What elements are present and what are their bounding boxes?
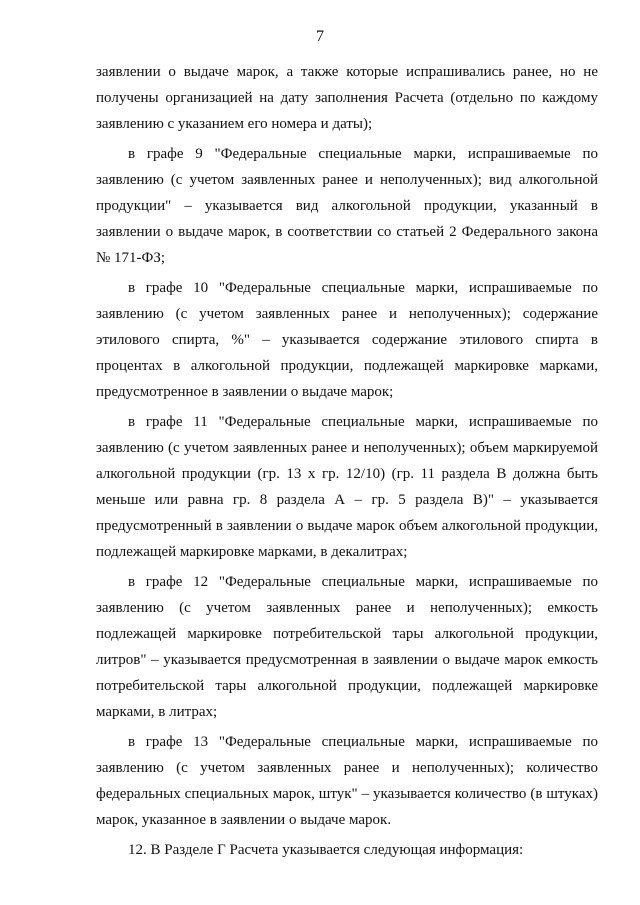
paragraph-column-12: в графе 12 "Федеральные специальные марки, испрашиваемые по заявлению (с учетом заявленных ранее и неполученных); емкость подлежащей маркировке потребительской тары алкогольной продукции, литров" – указывается предусмотренная в заявлении о выдаче марок емкость потребительской тары алкогольной продукции, подлежащей маркировке марками, в литрах;: [96, 574, 598, 720]
paragraph-column-10: в графе 10 "Федеральные специальные марки, испрашиваемые по заявлению (с учетом заявленных ранее и неполученных); содержание этилового спирта, %" – указывается содержание этилового спирта в процентах в алкогольной продукции, подлежащей маркировке марками, предусмотренное в заявлении о выдаче марок;: [96, 280, 598, 400]
paragraph-section-g: 12. В Разделе Г Расчета указывается следующая информация:: [128, 842, 524, 858]
document-body: [96, 59, 598, 863]
paragraph-column-13: в графе 13 "Федеральные специальные марки, испрашиваемые по заявлению (с учетом заявленных ранее и неполученных); количество федеральных специальных марок, штук" – указывается количество (в штуках) марок, указанное в заявлении о выдаче марок.: [96, 734, 598, 828]
page-number: 7: [316, 28, 324, 45]
paragraph-column-11: в графе 11 "Федеральные специальные марки, испрашиваемые по заявлению (с учетом заявленных ранее и неполученных); объем маркируемой алкогольной продукции (гр. 13 x гр. 12/10) (гр. 11 раздела В должна быть меньше или равна гр. 8 раздела А – гр. 5 раздела В)" – указывается предусмотренный в заявлении о выдаче марок объем алкогольной продукции, подлежащей маркировке марками, в декалитрах;: [96, 414, 598, 560]
paragraph-continuation: заявлении о выдаче марок, а также которые испрашивались ранее, но не получены организацией на дату заполнения Расчета (отдельно по каждому заявлению с указанием его номера и даты);: [96, 64, 598, 132]
paragraph-column-9: в графе 9 "Федеральные специальные марки, испрашиваемые по заявлению (с учетом заявленных ранее и неполученных); вид алкогольной продукции" – указывается вид алкогольной продукции, указанный в заявлении о выдаче марок, в соответствии со статьей 2 Федерального закона № 171-ФЗ;: [96, 146, 598, 266]
